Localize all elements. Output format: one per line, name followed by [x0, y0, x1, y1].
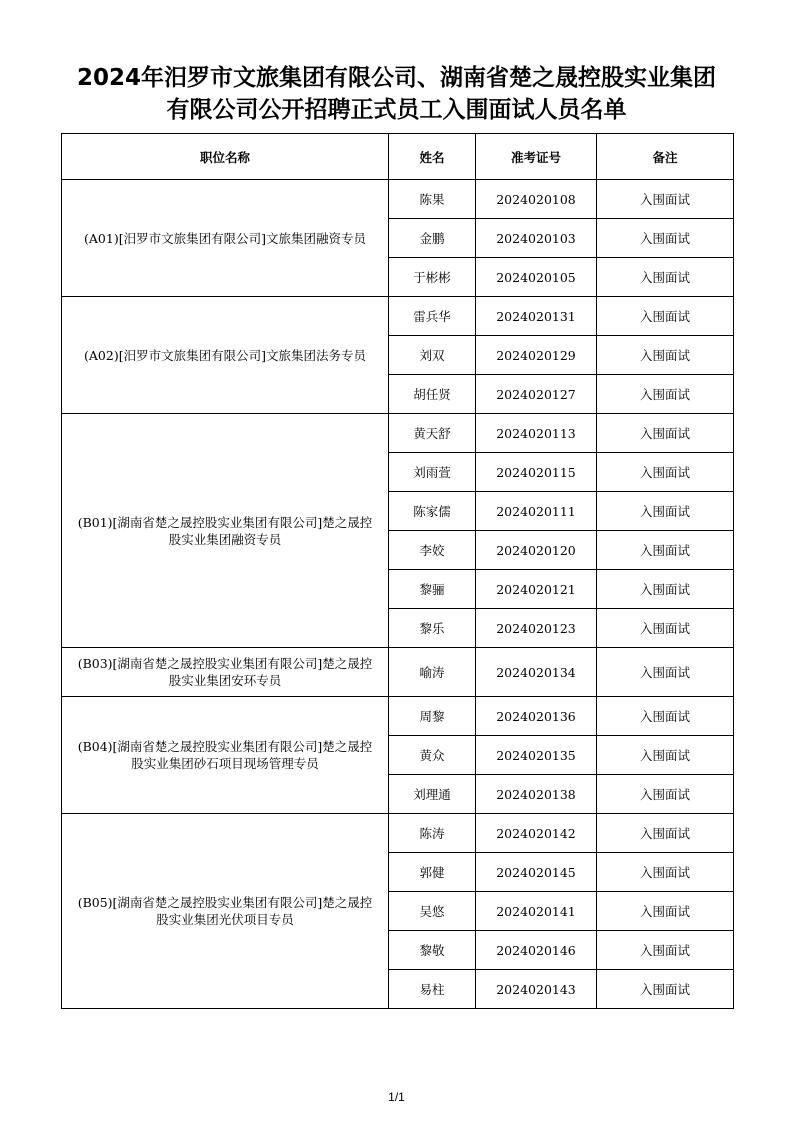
page-number: 1/1: [388, 1090, 405, 1104]
exam-id-cell: 2024020141: [476, 892, 597, 931]
name-cell: 郭健: [389, 853, 476, 892]
position-cell: (A01)[汨罗市文旅集团有限公司]文旅集团融资专员: [62, 180, 389, 297]
note-cell: 入围面试: [597, 453, 734, 492]
exam-id-cell: 2024020123: [476, 609, 597, 648]
exam-id-cell: 2024020121: [476, 570, 597, 609]
note-cell: 入围面试: [597, 375, 734, 414]
exam-id-cell: 2024020105: [476, 258, 597, 297]
note-cell: 入围面试: [597, 414, 734, 453]
name-cell: 刘理通: [389, 775, 476, 814]
name-cell: 黎骊: [389, 570, 476, 609]
name-cell: 黄天舒: [389, 414, 476, 453]
table-row: [62, 814, 734, 853]
note-cell: 入围面试: [597, 931, 734, 970]
name-cell: 刘雨萱: [389, 453, 476, 492]
exam-id-cell: 2024020143: [476, 970, 597, 1009]
name-cell: 李姣: [389, 531, 476, 570]
header-name: 姓名: [389, 134, 476, 180]
name-cell: 黎敬: [389, 931, 476, 970]
name-cell: 黄众: [389, 736, 476, 775]
position-cell: (B01)[湖南省楚之晟控股实业集团有限公司]楚之晟控股实业集团融资专员: [62, 414, 389, 648]
exam-id-cell: 2024020138: [476, 775, 597, 814]
note-cell: 入围面试: [597, 892, 734, 931]
name-cell: 吴悠: [389, 892, 476, 931]
note-cell: 入围面试: [597, 736, 734, 775]
note-cell: 入围面试: [597, 297, 734, 336]
exam-id-cell: 2024020129: [476, 336, 597, 375]
exam-id-cell: 2024020136: [476, 697, 597, 736]
name-cell: 金鹏: [389, 219, 476, 258]
title-line-2: 有限公司公开招聘正式员工入围面试人员名单: [166, 97, 627, 123]
note-cell: 入围面试: [597, 697, 734, 736]
note-cell: 入围面试: [597, 570, 734, 609]
exam-id-cell: 2024020131: [476, 297, 597, 336]
note-cell: 入围面试: [597, 814, 734, 853]
note-cell: 入围面试: [597, 531, 734, 570]
name-cell: 陈果: [389, 180, 476, 219]
note-cell: 入围面试: [597, 970, 734, 1009]
table-row: [62, 697, 734, 736]
exam-id-cell: 2024020142: [476, 814, 597, 853]
table-row: [62, 648, 734, 697]
name-cell: 黎乐: [389, 609, 476, 648]
note-cell: 入围面试: [597, 492, 734, 531]
exam-id-cell: 2024020134: [476, 648, 597, 697]
exam-id-cell: 2024020115: [476, 453, 597, 492]
title-line-1: 2024年汨罗市文旅集团有限公司、湖南省楚之晟控股实业集团: [76, 65, 716, 91]
table-row: [62, 180, 734, 219]
header-exam-id: 准考证号: [476, 134, 597, 180]
exam-id-cell: 2024020127: [476, 375, 597, 414]
note-cell: 入围面试: [597, 180, 734, 219]
note-cell: 入围面试: [597, 648, 734, 697]
name-cell: 周黎: [389, 697, 476, 736]
exam-id-cell: 2024020111: [476, 492, 597, 531]
position-cell: (B04)[湖南省楚之晟控股实业集团有限公司]楚之晟控股实业集团砂石项目现场管理专员: [62, 697, 389, 814]
name-cell: 易柱: [389, 970, 476, 1009]
position-cell: (B05)[湖南省楚之晟控股实业集团有限公司]楚之晟控股实业集团光伏项目专员: [62, 814, 389, 1009]
exam-id-cell: 2024020120: [476, 531, 597, 570]
name-cell: 刘双: [389, 336, 476, 375]
table-row: [62, 297, 734, 336]
note-cell: 入围面试: [597, 258, 734, 297]
name-cell: 喻涛: [389, 648, 476, 697]
name-cell: 雷兵华: [389, 297, 476, 336]
note-cell: 入围面试: [597, 775, 734, 814]
note-cell: 入围面试: [597, 853, 734, 892]
table-body: [62, 180, 734, 1009]
name-cell: 陈家儒: [389, 492, 476, 531]
name-cell: 于彬彬: [389, 258, 476, 297]
table-row: [62, 414, 734, 453]
document-title: [0, 62, 793, 126]
note-cell: 入围面试: [597, 609, 734, 648]
note-cell: 入围面试: [597, 219, 734, 258]
header-note: 备注: [597, 134, 734, 180]
exam-id-cell: 2024020145: [476, 853, 597, 892]
exam-id-cell: 2024020108: [476, 180, 597, 219]
header-position: 职位名称: [62, 134, 389, 180]
exam-id-cell: 2024020103: [476, 219, 597, 258]
exam-id-cell: 2024020113: [476, 414, 597, 453]
position-cell: (A02)[汨罗市文旅集团有限公司]文旅集团法务专员: [62, 297, 389, 414]
note-cell: 入围面试: [597, 336, 734, 375]
name-cell: 陈涛: [389, 814, 476, 853]
interview-roster-table: [61, 133, 734, 1009]
exam-id-cell: 2024020135: [476, 736, 597, 775]
name-cell: 胡任贤: [389, 375, 476, 414]
exam-id-cell: 2024020146: [476, 931, 597, 970]
position-cell: (B03)[湖南省楚之晟控股实业集团有限公司]楚之晟控股实业集团安环专员: [62, 648, 389, 697]
table-header-row: [62, 134, 734, 180]
